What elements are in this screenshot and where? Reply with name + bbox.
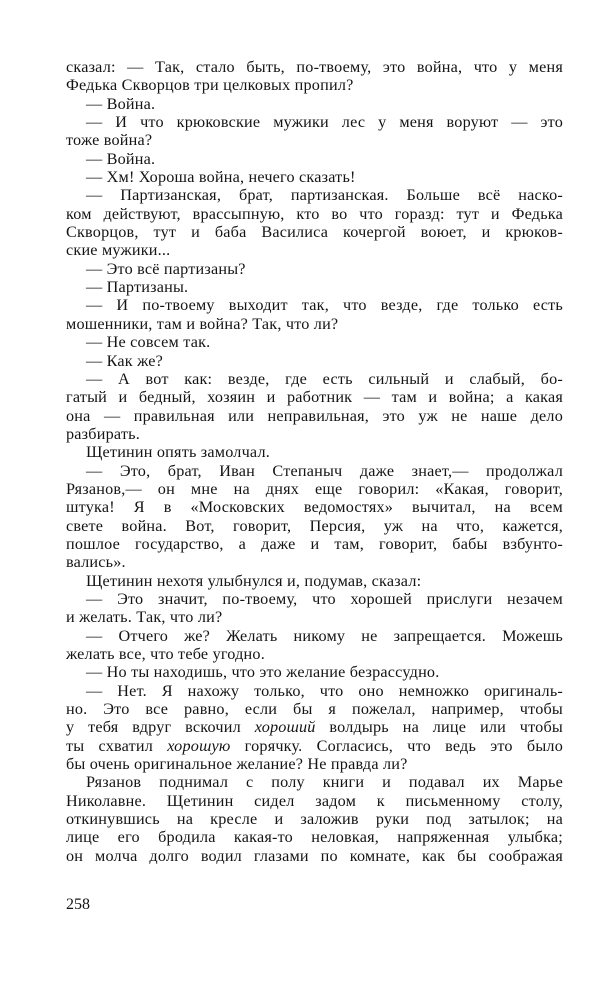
text-line: мошенники, там и война? Так, что ли? xyxy=(66,314,339,333)
text-line: бы очень оригинальное желание? Не правда ли? xyxy=(66,755,408,774)
text-line: ские мужики... xyxy=(66,241,171,260)
text-line: ком действуют, врассыпную, кто во что горазд: тут и Федька xyxy=(66,204,563,223)
text-span: ты схватил xyxy=(66,736,168,755)
text-line: — Партизанская, брат, партизанская. Больше всё наско- xyxy=(86,186,563,205)
text-line: свете война. Вот, говорит, Персия, уж на что, кажется, xyxy=(66,516,563,535)
text-line: сказал: — Так, стало быть, по-твоему, это война, что у меня xyxy=(66,58,563,76)
text-line: — Это значит, по-твоему, что хорошей прислуги незачем xyxy=(86,589,563,608)
italic-word: хорошую xyxy=(167,736,231,755)
text-span: у тебя вдруг вскочил xyxy=(66,718,255,737)
text-line: — Нет. Я нахожу только, что оно немножко оригиналь- xyxy=(86,681,563,700)
text-line: — Война. xyxy=(86,149,156,168)
page-number: 258 xyxy=(66,896,90,913)
book-page-text xyxy=(66,58,563,865)
text-line: вались». xyxy=(66,553,126,572)
text-line xyxy=(66,737,563,755)
text-line: — Партизаны. xyxy=(86,278,189,297)
text-line: — Но ты находишь, что это желание безрассудно. xyxy=(86,663,440,682)
text-line: тоже война? xyxy=(66,131,153,150)
italic-word: хороший xyxy=(254,718,316,737)
text-line: и желать. Так, что ли? xyxy=(66,608,223,627)
text-line: Щетинин опять замолчал. xyxy=(86,443,270,462)
text-line: Щетинин нехотя улыбнулся и, подумав, сказал: xyxy=(86,571,422,590)
text-line: — И по-твоему выходит так, что везде, где только есть xyxy=(86,296,563,315)
text-line xyxy=(66,718,563,736)
text-line: откинувшись на кресле и заложив руки под затылок; на xyxy=(66,810,563,829)
text-line: — Отчего же? Желать никому не запрещается. Можешь xyxy=(86,626,563,645)
text-line: — Война. xyxy=(86,94,156,113)
text-line: она — правильная или неправильная, это уж не наше дело xyxy=(66,406,563,425)
text-line: лице его бродила какая-то неловкая, напряженная улыбка; xyxy=(66,828,563,847)
text-line: — Это всё партизаны? xyxy=(86,259,246,278)
text-line: — Это, брат, Иван Степаныч даже знает,— продолжал xyxy=(86,461,563,480)
text-line: пошлое государство, а даже и там, говорит, бабы взбунто- xyxy=(66,534,563,553)
text-line: — Как же? xyxy=(86,351,164,370)
text-line: Николавне. Щетинин сидел задом к письменному столу, xyxy=(66,791,563,810)
text-line: Рязанов,— он мне на днях еще говорил: «Какая, говорит, xyxy=(66,479,563,498)
text-line: Рязанов поднимал с полу книги и подавал их Марье xyxy=(86,773,563,792)
text-span: горячку. Согласись, что ведь это было xyxy=(230,736,563,755)
text-line: штука! Я в «Московских ведомостях» вычитал, на всем xyxy=(66,498,563,517)
text-line: — Не совсем так. xyxy=(86,333,211,352)
text-line: но. Это все равно, если бы я пожелал, например, чтобы xyxy=(66,700,563,719)
text-line: разбирать. xyxy=(66,424,140,443)
text-line: гатый и бедный, хозяин и работник — там и война; а какая xyxy=(66,388,563,407)
text-span: волдырь на лице или чтобы xyxy=(315,718,563,737)
text-line: он молча долго водил глазами по комнате, как бы соображая xyxy=(66,846,563,865)
text-line: Федька Скворцов три целковых пропил? xyxy=(66,76,354,95)
text-line: Скворцов, тут и баба Василиса кочергой воюет, и крюков- xyxy=(66,223,563,242)
text-line: — А вот как: везде, где есть сильный и слабый, бо- xyxy=(86,369,563,388)
text-line: — Хм! Хороша война, нечего сказать! xyxy=(86,168,356,187)
text-line: — И что крюковские мужики лес у меня воруют — это xyxy=(86,113,563,132)
text-line: желать все, что тебе угодно. xyxy=(66,645,265,663)
